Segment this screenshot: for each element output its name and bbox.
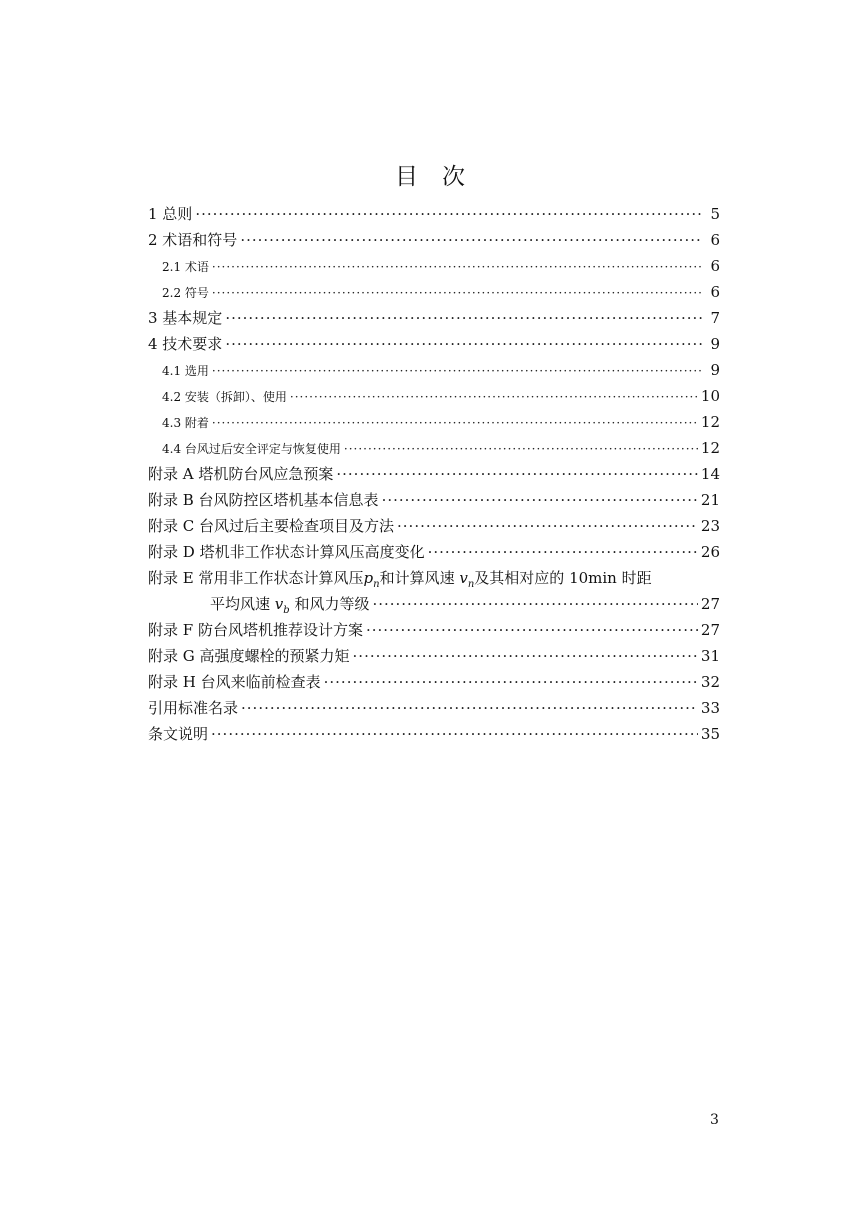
leader-dots	[212, 358, 703, 384]
toc-entry-label: 4.2 安装（拆卸）、使用	[162, 390, 287, 404]
leader-dots	[324, 669, 698, 695]
toc-entry[interactable]	[148, 227, 720, 253]
leader-dots	[353, 643, 698, 669]
page-number: 3	[710, 1112, 719, 1128]
toc-page-number: 9	[710, 361, 720, 379]
toc-entry[interactable]	[148, 669, 720, 695]
toc-entry-label: 4.4 台风过后安全评定与恢复使用	[162, 442, 341, 456]
leader-dots	[195, 201, 703, 227]
leader-dots	[240, 227, 703, 253]
toc-entry[interactable]	[148, 435, 720, 461]
toc-entry-label: 条文说明	[148, 725, 209, 743]
leader-dots	[344, 436, 698, 462]
page-title: 目次	[395, 164, 489, 190]
leader-dots	[366, 617, 698, 643]
toc-page-number: 27	[700, 595, 720, 613]
leader-dots	[225, 331, 703, 357]
toc-entry[interactable]	[148, 461, 720, 487]
toc-entry[interactable]	[148, 513, 720, 539]
toc-page-number: 10	[700, 387, 720, 405]
leader-dots	[336, 461, 698, 487]
toc-entry-appendix-e[interactable]: 附录 E 常用非工作状态计算风压$p_n$和计算风速 $v_n$及其相对应的 10min 时距	[148, 569, 652, 590]
toc-page-number: 35	[700, 725, 720, 743]
math-symbol-v: $v_n$	[459, 569, 475, 590]
toc-entry[interactable]	[148, 357, 720, 383]
toc-entry-label: 引用标准名录	[148, 699, 239, 717]
toc-entry[interactable]	[148, 383, 720, 409]
toc-entry-label: 附录 D 塔机非工作状态计算风压高度变化	[148, 543, 425, 561]
toc-entry[interactable]	[148, 695, 720, 721]
toc-entry-label: 附录 C 台风过后主要检查项目及方法	[148, 517, 395, 535]
toc-page-number: 21	[700, 491, 720, 509]
toc-entry-label: 2 术语和符号	[148, 231, 238, 249]
math-symbol-p: $p_n$	[363, 569, 380, 590]
toc-entry-appendix-e-cont[interactable]: 平均风速 $v_b$ 和风力等级 ····· 27	[148, 591, 720, 617]
leader-dots	[428, 539, 698, 565]
toc-page-number: 23	[700, 517, 720, 535]
toc-entry-label: 2.2 符号	[162, 286, 209, 300]
toc-page-number: 6	[710, 231, 720, 249]
toc-entry-label: 3 基本规定	[148, 309, 223, 327]
toc-entry-label: 附录 A 塔机防台风应急预案	[148, 465, 334, 483]
toc-entry[interactable]	[148, 253, 720, 279]
toc-entry-label: 附录 F 防台风塔机推荐设计方案	[148, 621, 363, 639]
toc-page-number: 33	[700, 699, 720, 717]
toc-page-number: 32	[700, 673, 720, 691]
toc-entry[interactable]	[148, 487, 720, 513]
toc-page-number: 5	[710, 205, 720, 223]
toc-entry[interactable]	[148, 279, 720, 305]
toc-entry[interactable]	[148, 643, 720, 669]
leader-dots	[382, 487, 698, 513]
toc-entry[interactable]	[148, 331, 720, 357]
toc-page-number: 9	[710, 335, 720, 353]
toc-page-number: 27	[700, 621, 720, 639]
table-of-contents	[148, 201, 720, 747]
leader-dots	[290, 384, 698, 410]
toc-entry[interactable]	[148, 201, 720, 227]
toc-entry-label: 附录 G 高强度螺栓的预紧力矩	[148, 647, 350, 665]
toc-entry[interactable]	[148, 539, 720, 565]
toc-page-number: 26	[700, 543, 720, 561]
toc-page-number: 6	[710, 283, 720, 301]
leader-dots	[397, 513, 698, 539]
toc-entry-label: 附录 H 台风来临前检查表	[148, 673, 321, 691]
toc-entry[interactable]	[148, 617, 720, 643]
toc-page-number: 14	[700, 465, 720, 483]
toc-entry[interactable]	[148, 409, 720, 435]
toc-entry[interactable]	[148, 305, 720, 331]
toc-entry[interactable]	[148, 721, 720, 747]
toc-entry-label: 附录 E 常用非工作状态计算风压	[148, 569, 364, 587]
toc-entry-label: 1 总则	[148, 205, 193, 223]
leader-dots	[225, 305, 703, 331]
leader-dots	[241, 695, 698, 721]
leader-dots	[212, 410, 698, 436]
toc-entry-label: 2.1 术语	[162, 260, 209, 274]
toc-page-number: 12	[700, 439, 720, 457]
toc-entry-label: 4.1 选用	[162, 364, 209, 378]
leader-dots	[212, 254, 703, 280]
leader-dots	[212, 280, 703, 306]
toc-page-number: 6	[710, 257, 720, 275]
leader-dots	[211, 721, 698, 747]
math-symbol-vb: $v_b$	[274, 595, 290, 616]
toc-entry-label: 附录 B 台风防控区塔机基本信息表	[148, 491, 379, 509]
toc-page-number: 31	[700, 647, 720, 665]
toc-entry-label: 4.3 附着	[162, 416, 209, 430]
toc-entry-label: 4 技术要求	[148, 335, 223, 353]
leader-dots	[372, 591, 697, 617]
toc-page-number: 7	[710, 309, 720, 327]
toc-page-number: 12	[700, 413, 720, 431]
